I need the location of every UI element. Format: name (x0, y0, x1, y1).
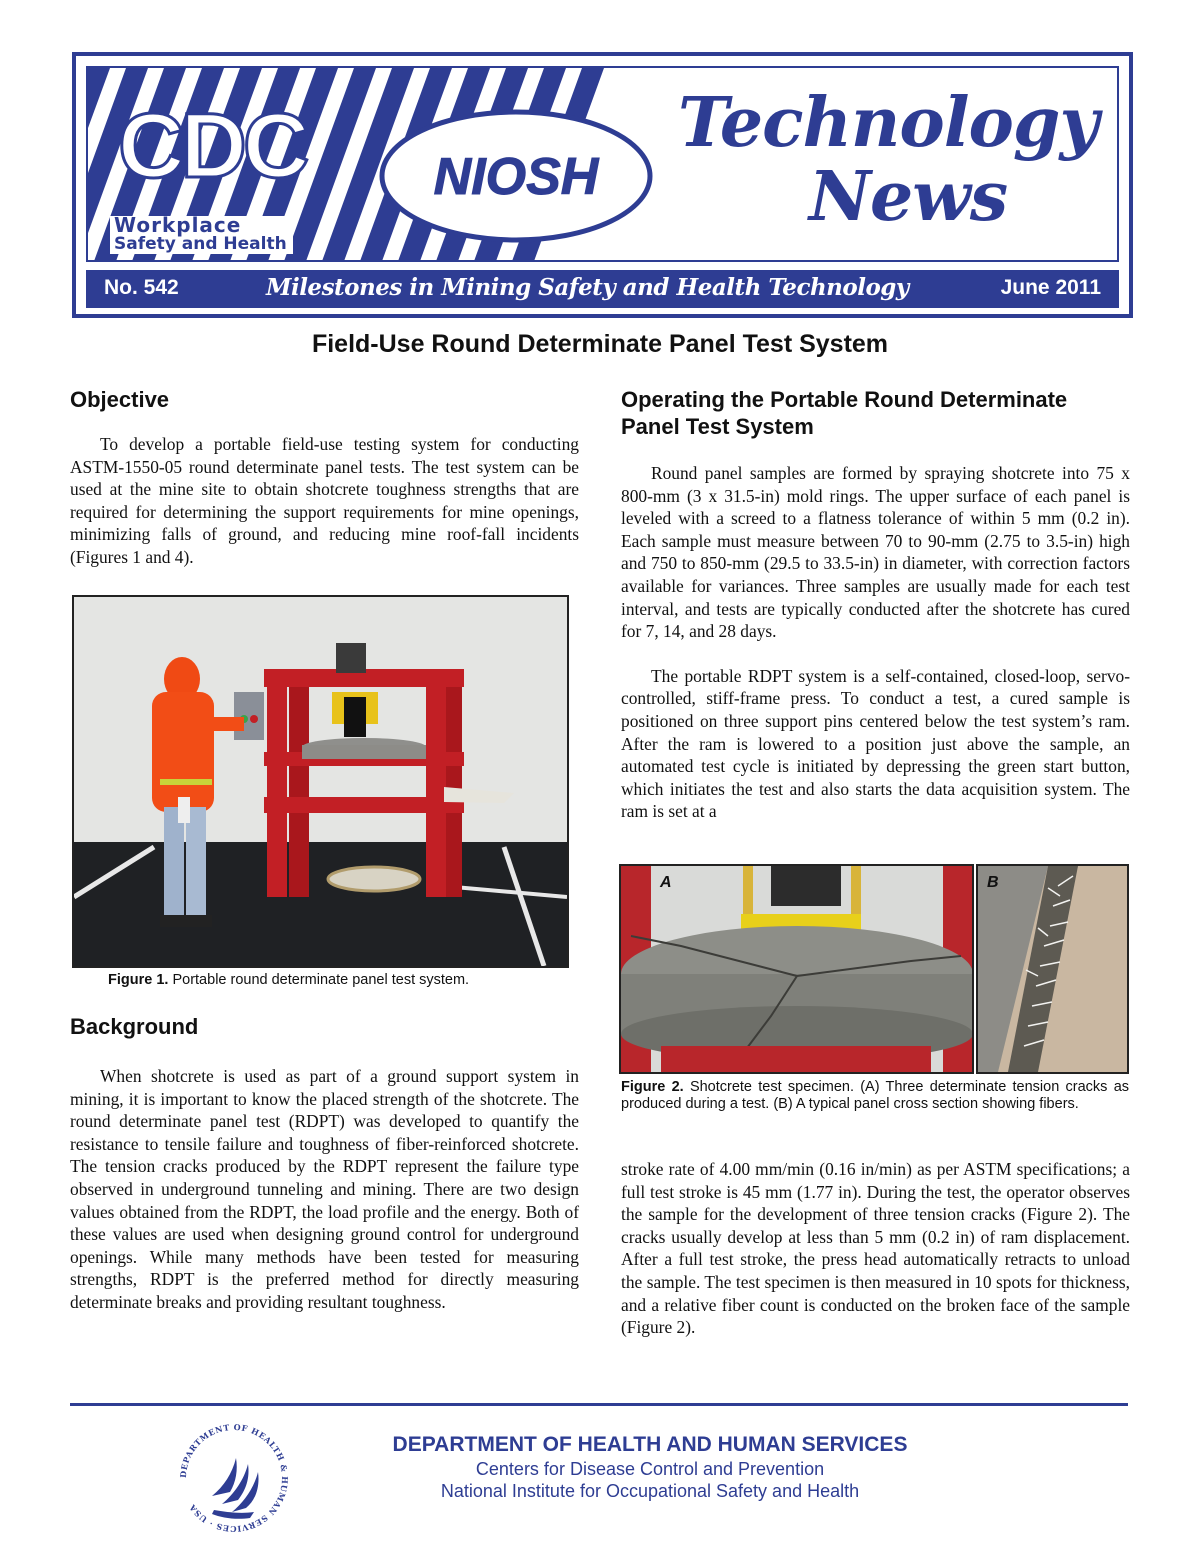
niosh-logo (378, 108, 654, 244)
footer-department: DEPARTMENT OF HEALTH AND HUMAN SERVICES (392, 1433, 908, 1456)
figure-2-label: Figure 2. (621, 1079, 684, 1095)
cdc-wordmark: CDC (118, 95, 306, 197)
hhs-eagle-icon (212, 1458, 259, 1519)
figure-1-label: Figure 1. (108, 972, 169, 988)
background-heading: Background (70, 1014, 199, 1039)
operating-para-2: The portable RDPT system is a self-contained, closed-loop, servo-controlled, stiff-frame press. To conduct a test, a cured sample is positioned on three support pins centered below the test system’s ram. After the ram is lowered to a position just above the sample, an automated test cycle is initiated by depressing the green start button, which initiates the test and also starts the data acquisition system. The ram is set at a (621, 665, 1130, 822)
background-text: When shotcrete is used as part of a ground support system in mining, it is important to know the placed strength of the shotcrete. The round determinate panel test (RDPT) was developed to quantify the resistance to tensile failure and toughness of fiber-reinforced shotcrete. The tension cracks produced by the RDPT represent the failure type observed in underground tunneling and mining. There are two design values obtained from the RDPT, the load profile and the energy. Both of these values are used when designing ground control for underground openings. While many methods have been tested for measuring strengths, RDPT is the preferred method for directly measuring determinate breaks and providing resultant toughness. (70, 1066, 579, 1312)
footer-agency-block (320, 1432, 980, 1502)
newsletter-title-line2: News (808, 157, 1008, 237)
operating-section (621, 386, 1130, 823)
figure-2-panel-a-label: A (660, 874, 672, 891)
footer-niosh: National Institute for Occupational Safety and Health (440, 1481, 860, 1501)
figure-2-caption-text: Shotcrete test specimen. (A) Three determinate tension cracks as produced during a test. (B) A typical panel cross section showing fibers. (621, 1079, 1130, 1112)
rdpt-press-photo (74, 597, 567, 966)
operating-para-3: stroke rate of 4.00 mm/min (0.16 in/min) as per ASTM specifications; a full test stroke is 45 mm (1.77 in). During the test, the operator observes the sample for the development of three tension cracks (Figure 2). The cracks usually develop at less than 5 mm (0.2 in) of ram displacement. After a full test stroke, the press head automatically retracts to unload the sample. The test specimen is then measured in 10 spots for thickness, and a relative fiber count is conducted on the broken face of the sample (Figure 2). (621, 1159, 1130, 1338)
workplace-line1: Workplace (114, 213, 242, 237)
figure-1-photo (72, 595, 569, 968)
operating-para-1: Round panel samples are formed by spraying shotcrete into 75 x 800-mm (3 x 31.5-in) mold rings. The upper surface of each panel is leveled with a screed to a flatness tolerance of within 5 mm (0.2 in). Each sample must measure between 70 to 90-mm (2.75 to 3.5-in) high and 750 to 850-mm (29.5 to 33.5-in) in diameter, with correction factors available for variances. Three samples are usually made for each test interval, and tests are typically conducted after the shotcrete has cured for 7, 14, and 28 days. (621, 463, 1130, 642)
footer-rule (70, 1403, 1128, 1406)
issue-number: No. 542 (104, 276, 179, 299)
masthead (72, 52, 1133, 318)
objective-text: To develop a portable field-use testing system for conducting ASTM-1550-05 round determinate panel tests. The test system can be used at the mine site to obtain shotcrete toughness strengths that are required for determining the support requirements for mine openings, minimizing falls of ground, and reducing mine roof-fall incidents (Figures 1 and 4). (70, 434, 579, 567)
objective-heading: Objective (70, 387, 170, 412)
panel-cross-section-photo (978, 866, 1127, 1072)
workplace-safety-label (110, 213, 293, 254)
hhs-seal-logo (172, 1416, 296, 1540)
figure-1-caption (108, 972, 578, 989)
document-title: Field-Use Round Determinate Panel Test System (311, 330, 889, 358)
shotcrete-cracks-photo (621, 866, 972, 1072)
newsletter-title-line1: Technology (678, 83, 1098, 163)
niosh-wordmark: NIOSH (433, 148, 599, 206)
masthead-banner (86, 66, 1119, 262)
issue-bar (86, 270, 1119, 308)
background-section (70, 1013, 579, 1314)
figure-1-caption-text: Portable round determinate panel test system. (172, 972, 470, 988)
figure-2b-photo (976, 864, 1129, 1074)
figure-2-panel-b-label: B (987, 874, 999, 891)
newsletter-title (663, 83, 1113, 237)
objective-section (70, 386, 579, 569)
footer-cdc: Centers for Disease Control and Prevention (475, 1459, 825, 1479)
issue-tagline: Milestones in Mining Safety and Health Technology (266, 274, 909, 301)
operating-heading: Operating the Portable Round Determinate Panel Test System (621, 387, 1068, 439)
hhs-seal-text: DEPARTMENT OF HEALTH & HUMAN SERVICES · USA (177, 1421, 291, 1535)
workplace-line2: Safety and Health (114, 234, 287, 254)
issue-date: June 2011 (1000, 276, 1101, 299)
operating-continued (621, 1158, 1130, 1339)
figure-2-caption (621, 1079, 1129, 1113)
figure-2a-photo (619, 864, 974, 1074)
